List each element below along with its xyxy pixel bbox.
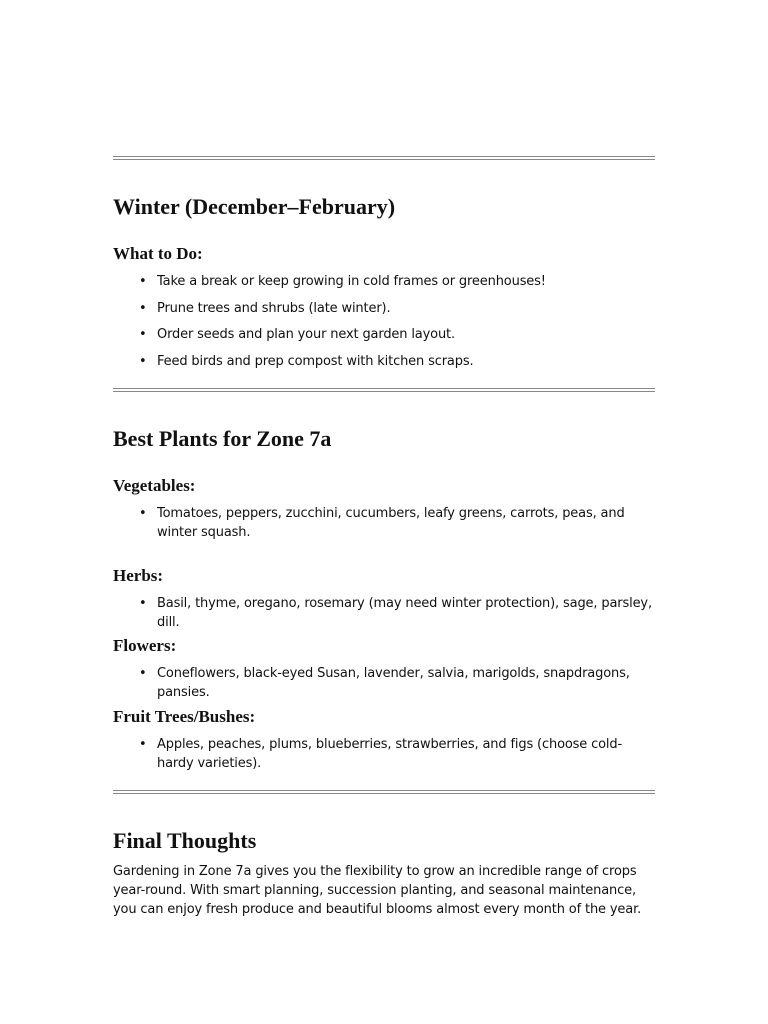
- best-plants-heading: Best Plants for Zone 7a: [113, 426, 332, 451]
- winter-heading: Winter (December–February): [113, 194, 396, 219]
- list-item: • Prune trees and shrubs (late winter).: [113, 299, 655, 318]
- vegetables-heading: Vegetables:: [113, 476, 196, 495]
- final-thoughts-paragraph: Gardening in Zone 7a gives you the flexibility to grow an incredible range of crops year-round. With smart planning, succession planting, and seasonal maintenance, you can enjoy fresh produce and beautiful blooms almost every month of the year.: [113, 864, 642, 917]
- herbs-heading: Herbs:: [113, 566, 164, 585]
- final-thoughts-heading: Final Thoughts: [113, 828, 257, 853]
- section-divider: [113, 790, 655, 794]
- fruit-list: [113, 735, 655, 773]
- section-divider: [113, 388, 655, 392]
- what-to-do-heading: What to Do:: [113, 244, 203, 263]
- vegetables-list: [113, 504, 655, 542]
- fruit-heading: Fruit Trees/Bushes:: [113, 707, 256, 726]
- list-item: • Feed birds and prep compost with kitchen scraps.: [113, 352, 655, 371]
- flowers-heading: Flowers:: [113, 636, 177, 655]
- list-item: • Tomatoes, peppers, zucchini, cucumbers, leafy greens, carrots, peas, and winter squash.: [113, 504, 655, 542]
- list-item: • Basil, thyme, oregano, rosemary (may need winter protection), sage, parsley, dill.: [113, 594, 655, 632]
- winter-task-list: [113, 272, 655, 371]
- flowers-list: [113, 664, 655, 702]
- list-item: • Take a break or keep growing in cold frames or greenhouses!: [113, 272, 655, 291]
- herbs-list: [113, 594, 655, 632]
- list-item: • Coneflowers, black-eyed Susan, lavender, salvia, marigolds, snapdragons, pansies.: [113, 664, 655, 702]
- list-item: • Order seeds and plan your next garden layout.: [113, 325, 655, 344]
- section-divider: [113, 156, 655, 160]
- list-item: • Apples, peaches, plums, blueberries, strawberries, and figs (choose cold-hardy varieties).: [113, 735, 655, 773]
